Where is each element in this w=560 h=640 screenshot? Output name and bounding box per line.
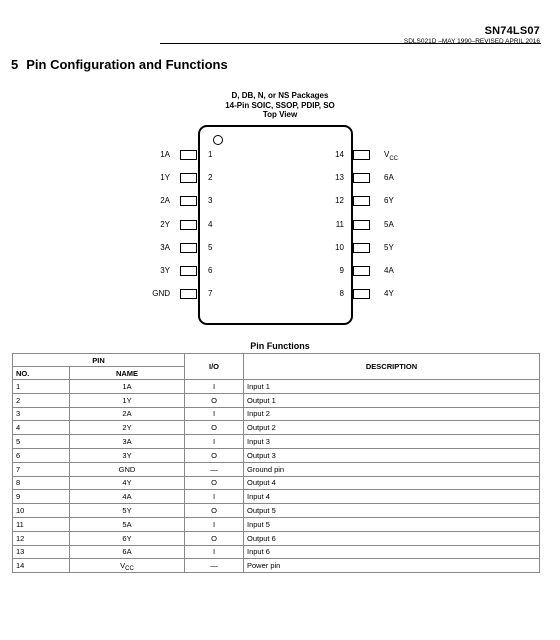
pin-lead-14 bbox=[353, 150, 370, 160]
io-cell-text: — bbox=[210, 464, 218, 474]
pin-number-cell bbox=[13, 504, 70, 518]
pin-name-3 bbox=[160, 196, 170, 206]
pin-name-6 bbox=[160, 266, 170, 276]
table-row bbox=[13, 393, 540, 407]
io-cell-text: O bbox=[211, 450, 217, 460]
table-row bbox=[13, 421, 540, 435]
pin-number-cell bbox=[13, 517, 70, 531]
io-cell-text: — bbox=[210, 561, 218, 571]
pin-number-1: 1 bbox=[208, 150, 213, 159]
pin-name-cell bbox=[70, 490, 185, 504]
description-cell-text: Input 1 bbox=[247, 381, 270, 391]
pin-lead-7 bbox=[180, 289, 197, 299]
pin-number-9: 9 bbox=[339, 266, 344, 275]
pin-number-cell bbox=[13, 421, 70, 435]
table-row bbox=[13, 448, 540, 462]
description-cell-text: Output 3 bbox=[247, 450, 276, 460]
pin-name-cell-text: GND bbox=[118, 464, 136, 474]
io-cell-text: O bbox=[211, 478, 217, 488]
pin-number-10: 10 bbox=[335, 242, 344, 252]
pin1-indicator-icon bbox=[213, 135, 223, 145]
io-cell-text: O bbox=[211, 506, 217, 516]
pin-number-11: 11 bbox=[335, 219, 344, 229]
io-cell-text: I bbox=[212, 381, 216, 391]
pin-lead-2 bbox=[180, 173, 197, 183]
pin-name-13 bbox=[384, 173, 394, 183]
description-cell bbox=[244, 407, 540, 421]
pin-name-cell-text: 5A bbox=[122, 519, 132, 529]
pin-name-subscript: CC bbox=[125, 566, 134, 573]
pin-name-text: V bbox=[384, 150, 390, 159]
table-row bbox=[13, 490, 540, 504]
pin-lead-9 bbox=[353, 266, 370, 276]
pin-number-cell-text: 3 bbox=[16, 409, 21, 419]
pin-name-8 bbox=[384, 289, 394, 299]
pin-number-cell bbox=[13, 545, 70, 559]
pin-name-text: 3A bbox=[160, 242, 170, 252]
io-cell bbox=[185, 531, 244, 545]
pin-number-4: 4 bbox=[208, 219, 213, 229]
package-caption-line3: Top View bbox=[262, 110, 298, 119]
pin-number-2: 2 bbox=[208, 173, 213, 183]
pin-name-cell-text: 3A bbox=[122, 437, 132, 447]
description-cell bbox=[244, 531, 540, 545]
description-cell-text: Power pin bbox=[247, 561, 281, 571]
io-cell bbox=[185, 448, 244, 462]
io-cell bbox=[185, 393, 244, 407]
pin-lead-6 bbox=[180, 266, 197, 276]
pin-name-cell-text: 1A bbox=[122, 381, 132, 391]
pin-lead-13 bbox=[353, 173, 370, 183]
pin-name-5 bbox=[160, 243, 170, 253]
pin-number-cell-text: 13 bbox=[16, 547, 25, 557]
pin-name-text: 5A bbox=[384, 219, 394, 229]
description-cell-text: Input 5 bbox=[247, 519, 270, 529]
pin-name-cell bbox=[70, 462, 185, 476]
table-row bbox=[13, 407, 540, 421]
package-caption bbox=[0, 91, 560, 120]
pin-name-14 bbox=[384, 150, 398, 161]
table-row bbox=[13, 504, 540, 518]
pin-name-text: 4A bbox=[384, 266, 394, 275]
description-cell-text: Input 4 bbox=[247, 492, 270, 502]
pin-number-6: 6 bbox=[208, 266, 213, 275]
pin-name-cell bbox=[70, 393, 185, 407]
pin-name-cell bbox=[70, 517, 185, 531]
io-cell-text: I bbox=[212, 519, 216, 529]
pin-name-text: 5Y bbox=[384, 242, 394, 252]
io-cell bbox=[185, 421, 244, 435]
description-cell bbox=[244, 421, 540, 435]
part-number: SN74LS07 bbox=[484, 25, 540, 37]
section-title: Pin Configuration and Functions bbox=[26, 57, 228, 72]
io-cell bbox=[185, 476, 244, 490]
pin-lead-5 bbox=[180, 243, 197, 253]
description-cell bbox=[244, 380, 540, 394]
io-cell-text: O bbox=[211, 395, 217, 405]
description-cell-text: Input 2 bbox=[247, 409, 270, 419]
description-cell-text: Ground pin bbox=[247, 464, 285, 474]
pin-name-cell bbox=[70, 559, 185, 573]
description-cell bbox=[244, 476, 540, 490]
pin-number-12: 12 bbox=[335, 196, 344, 206]
pin-number-cell-text: 12 bbox=[16, 533, 25, 543]
pin-lead-11 bbox=[353, 220, 370, 230]
pin-name-cell-text: 4A bbox=[122, 492, 132, 502]
pin-number-cell-text: 10 bbox=[16, 506, 25, 516]
pin-name-2 bbox=[160, 173, 170, 183]
pin-name-text: 3Y bbox=[160, 266, 170, 275]
description-cell-text: Output 2 bbox=[247, 423, 276, 433]
pin-name-cell-text: V bbox=[120, 561, 126, 571]
description-cell-text: Output 1 bbox=[247, 395, 276, 405]
pin-name-cell-text: 5Y bbox=[122, 506, 132, 516]
pin-number-cell bbox=[13, 448, 70, 462]
pin-name-text: 2Y bbox=[160, 219, 170, 229]
package-caption-line1: D, DB, N, or NS Packages bbox=[231, 91, 329, 100]
section-number: 5 bbox=[11, 57, 19, 72]
pin-name-text: 1Y bbox=[160, 173, 170, 183]
pin-name-cell bbox=[70, 421, 185, 435]
ic-package-body bbox=[198, 125, 353, 325]
pin-name-10 bbox=[384, 243, 394, 253]
description-cell bbox=[244, 393, 540, 407]
pin-functions-title: Pin Functions bbox=[250, 341, 310, 351]
document-revision-line: SDLS021D –MAY 1990–REVISED APRIL 2016 bbox=[403, 38, 540, 45]
pin-number-cell bbox=[13, 393, 70, 407]
pin-name-cell-text: 6Y bbox=[122, 533, 132, 543]
pin-number-cell bbox=[13, 559, 70, 573]
pin-number-cell-text: 7 bbox=[16, 464, 21, 474]
pin-name-cell bbox=[70, 407, 185, 421]
pin-name-12 bbox=[384, 196, 394, 206]
description-cell-text: Output 4 bbox=[247, 478, 276, 488]
pin-name-text: 6Y bbox=[384, 196, 394, 206]
pin-name-text: 4Y bbox=[384, 289, 394, 299]
pin-name-cell-text: 1Y bbox=[122, 395, 132, 405]
io-cell bbox=[185, 435, 244, 449]
pin-number-cell-text: 11 bbox=[16, 519, 24, 529]
pin-number-8: 8 bbox=[339, 289, 344, 299]
name-header: NAME bbox=[70, 367, 185, 380]
pin-number-5: 5 bbox=[208, 242, 213, 252]
pin-number-cell-text: 9 bbox=[16, 492, 21, 502]
pin-number-cell bbox=[13, 490, 70, 504]
io-cell-text: I bbox=[212, 409, 216, 419]
pin-lead-8 bbox=[353, 289, 370, 299]
pin-number-14: 14 bbox=[335, 150, 344, 159]
pin-name-cell-text: 6A bbox=[122, 547, 132, 557]
pin-name-cell bbox=[70, 531, 185, 545]
pin-functions-table bbox=[12, 353, 540, 573]
pin-name-text: 6A bbox=[384, 173, 394, 183]
package-caption-line2: 14-Pin SOIC, SSOP, PDIP, SO bbox=[225, 100, 335, 110]
table-row bbox=[13, 545, 540, 559]
pin-name-text: 2A bbox=[160, 196, 170, 206]
pin-lead-3 bbox=[180, 196, 197, 206]
table-row bbox=[13, 517, 540, 531]
pin-number-cell bbox=[13, 380, 70, 394]
pin-group-header: PIN bbox=[13, 354, 185, 367]
pin-number-cell-text: 1 bbox=[16, 381, 21, 391]
pin-name-cell bbox=[70, 380, 185, 394]
pin-number-cell-text: 2 bbox=[16, 395, 21, 405]
pin-number-cell bbox=[13, 531, 70, 545]
pin-number-13: 13 bbox=[335, 173, 344, 183]
description-cell bbox=[244, 504, 540, 518]
description-cell-text: Input 3 bbox=[247, 437, 270, 447]
io-cell-text: I bbox=[212, 492, 216, 502]
io-cell bbox=[185, 559, 244, 573]
pin-name-cell-text: 2Y bbox=[122, 423, 132, 433]
pin-number-cell-text: 14 bbox=[16, 561, 25, 571]
table-row bbox=[13, 380, 540, 394]
table-row bbox=[13, 559, 540, 573]
pin-name-text: GND bbox=[152, 289, 170, 299]
no-header: NO. bbox=[13, 367, 70, 380]
pin-name-cell-text: 2A bbox=[122, 409, 132, 419]
pin-number-cell bbox=[13, 462, 70, 476]
pin-name-7 bbox=[152, 289, 170, 299]
pin-name-1 bbox=[160, 150, 170, 160]
io-cell-text: I bbox=[212, 547, 216, 557]
pin-name-subscript: CC bbox=[389, 156, 399, 162]
io-cell bbox=[185, 490, 244, 504]
pin-name-cell bbox=[70, 448, 185, 462]
pin-number-cell bbox=[13, 476, 70, 490]
pin-number-cell bbox=[13, 435, 70, 449]
description-cell-text: Output 6 bbox=[247, 533, 276, 543]
io-cell-text: O bbox=[211, 423, 217, 433]
pin-number-cell-text: 6 bbox=[16, 450, 21, 460]
io-cell bbox=[185, 407, 244, 421]
pin-name-cell bbox=[70, 476, 185, 490]
table-row bbox=[13, 462, 540, 476]
pin-name-text: 1A bbox=[160, 150, 170, 159]
io-cell bbox=[185, 545, 244, 559]
description-cell bbox=[244, 545, 540, 559]
pin-lead-12 bbox=[353, 196, 370, 206]
description-cell-text: Input 6 bbox=[247, 547, 270, 557]
table-row bbox=[13, 435, 540, 449]
pin-number-cell bbox=[13, 407, 70, 421]
pin-name-cell bbox=[70, 435, 185, 449]
io-cell bbox=[185, 462, 244, 476]
description-cell-text: Output 5 bbox=[247, 506, 276, 516]
pin-number-3: 3 bbox=[208, 196, 213, 206]
pin-lead-10 bbox=[353, 243, 370, 253]
pin-lead-1 bbox=[180, 150, 197, 160]
description-cell bbox=[244, 559, 540, 573]
pin-name-9 bbox=[384, 266, 394, 276]
table-row bbox=[13, 531, 540, 545]
pin-name-cell bbox=[70, 504, 185, 518]
description-cell bbox=[244, 435, 540, 449]
pin-number-cell-text: 8 bbox=[16, 478, 21, 488]
io-cell-text: O bbox=[211, 533, 217, 543]
pin-name-4 bbox=[160, 220, 170, 230]
io-cell bbox=[185, 517, 244, 531]
pin-number-7: 7 bbox=[208, 289, 213, 299]
io-header: I/O bbox=[185, 354, 244, 380]
description-cell bbox=[244, 448, 540, 462]
pin-name-cell bbox=[70, 545, 185, 559]
pin-name-11 bbox=[384, 220, 394, 230]
pin-number-cell-text: 4 bbox=[16, 423, 21, 433]
description-cell bbox=[244, 517, 540, 531]
io-cell bbox=[185, 504, 244, 518]
table-row bbox=[13, 476, 540, 490]
pin-lead-4 bbox=[180, 220, 197, 230]
section-heading bbox=[11, 57, 228, 72]
io-cell bbox=[185, 380, 244, 394]
io-cell-text: I bbox=[212, 437, 216, 447]
pin-name-cell-text: 4Y bbox=[122, 478, 132, 488]
pin-name-cell-text: 3Y bbox=[122, 450, 132, 460]
description-header: DESCRIPTION bbox=[244, 354, 540, 380]
pin-number-cell-text: 5 bbox=[16, 437, 21, 447]
description-cell bbox=[244, 490, 540, 504]
description-cell bbox=[244, 462, 540, 476]
